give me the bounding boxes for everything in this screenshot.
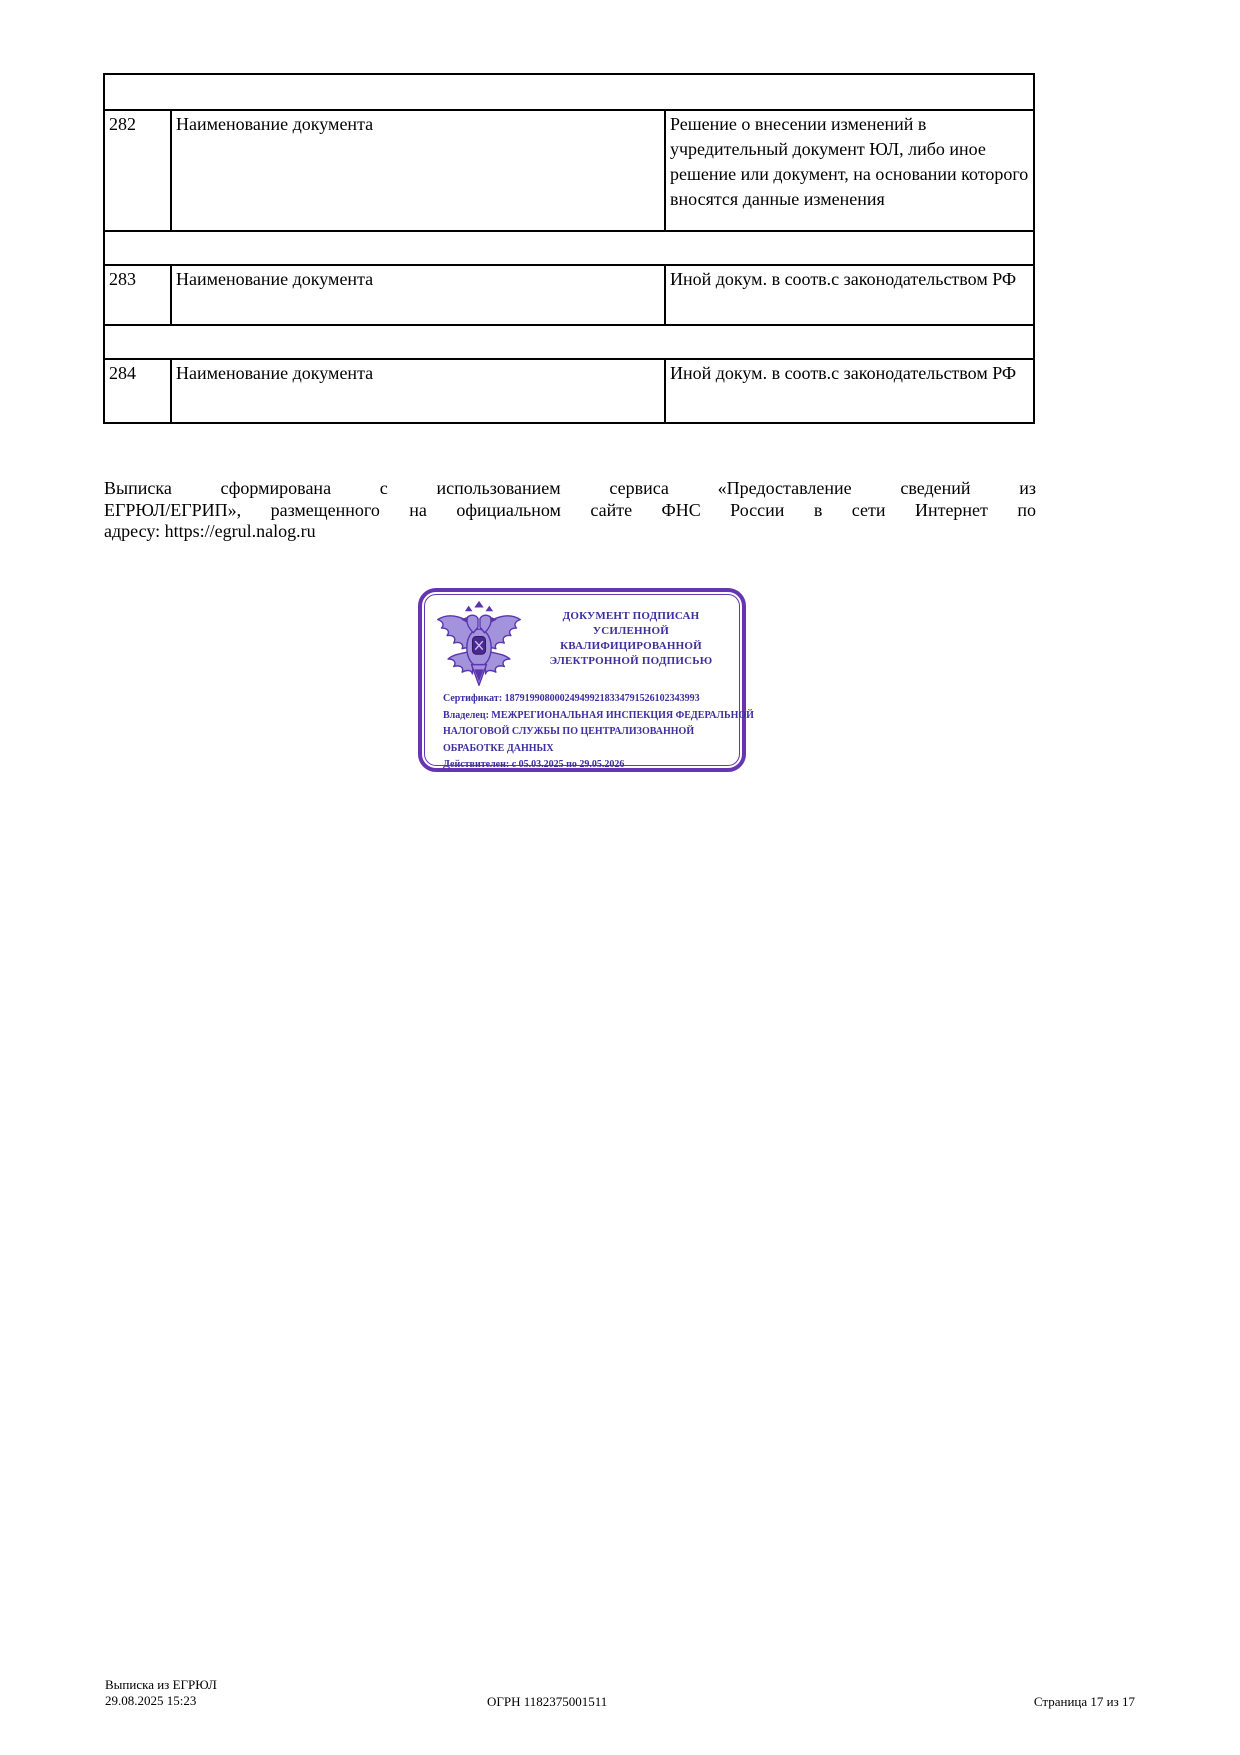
owner-name: МЕЖРЕГИОНАЛЬНАЯ ИНСПЕКЦИЯ ФЕДЕРАЛЬНОЙ НАЛОГОВОЙ СЛУЖБЫ ПО ЦЕНТРАЛИЗОВАННОЙ ОБРАБОТКЕ ДАННЫХ [443,709,754,754]
stamp-details [443,691,755,774]
field-name-cell: Наименование документа [171,359,665,423]
signature-stamp [418,588,754,772]
field-value-cell: Решение о внесении изменений в учредительный документ ЮЛ, либо иное решение или документ, на основании которого вносятся данные изменения [665,110,1034,231]
row-number-cell: 283 [104,265,171,325]
table-spacer-row [104,325,1034,359]
stamp-title-line: УСИЛЕННОЙ КВАЛИФИЦИРОВАННОЙ [560,625,702,652]
service-note-line: Выписка сформирована с использованием сервиса «Предоставление сведений из [104,478,1036,498]
stamp-title-line: ДОКУМЕНТ ПОДПИСАН [562,610,700,622]
validity-dates: с 05.03.2025 по 29.05.2026 [511,759,625,770]
document-table [103,73,1035,424]
validity-line [443,757,755,774]
table-spacer-row [104,74,1034,110]
owner-line [443,708,755,758]
footer-doc-type: Выписка из ЕГРЮЛ [105,1677,217,1692]
service-note-url-prefix: адресу: [104,521,165,541]
certificate-label: Сертификат: [443,693,505,704]
table-row [104,359,1034,423]
table-row [104,265,1034,325]
field-name-cell: Наименование документа [171,110,665,231]
table-row [104,110,1034,231]
russian-coat-of-arms-eagle-icon [431,599,529,689]
certificate-line [443,691,755,708]
field-name-cell: Наименование документа [171,265,665,325]
owner-label: Владелец: [443,709,492,721]
field-value-cell: Иной докум. в соотв.с законодательством РФ [665,265,1034,325]
footer-datetime: 29.08.2025 15:23 [105,1693,197,1708]
footer-ogrn: ОГРН 1182375001511 [487,1694,608,1709]
validity-label: Действителен: [443,759,512,770]
stamp-title [529,599,733,689]
service-note-line: ЕГРЮЛ/ЕГРИП», размещенного на официальном сайте ФНС России в сети Интернет по [104,499,1036,520]
signature-stamp-inner-border [424,594,754,770]
certificate-number: 187919908000249499218334791526102343993 [504,693,700,704]
egrul-url[interactable]: https://egrul.nalog.ru [164,521,316,541]
footer-page-number: Страница 17 из 17 [1033,1694,1135,1709]
service-note-line [104,521,1036,543]
field-value-cell: Иной докум. в соотв.с законодательством РФ [665,359,1034,423]
footer-left [105,1677,217,1709]
stamp-title-line: ЭЛЕКТРОННОЙ ПОДПИСЬЮ [549,655,713,667]
row-number-cell: 284 [104,359,171,423]
service-note [104,478,1036,543]
row-number-cell: 282 [104,110,171,231]
table-spacer-row [104,231,1034,265]
